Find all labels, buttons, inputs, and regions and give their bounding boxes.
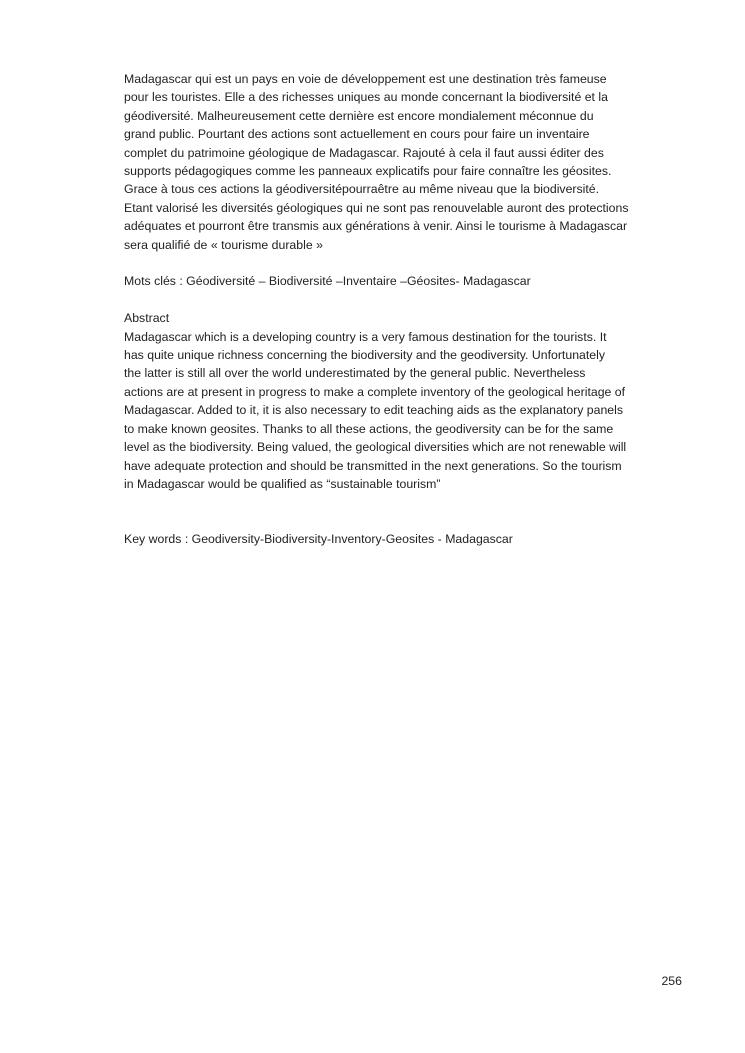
text-line: the latter is still all over the world underestimated by the general public. Nevertheless <box>124 366 586 381</box>
french-abstract <box>124 70 684 254</box>
key-words: Key words : Geodiversity-Biodiversity-Inventory-Geosites - Madagascar <box>124 532 513 547</box>
text-line: actions are at present in progress to make a complete inventory of the geological heritage of <box>124 384 626 399</box>
english-abstract <box>124 309 684 493</box>
text-line: complet du patrimoine géologique de Madagascar. Rajouté à cela il faut aussi éditer des <box>124 145 604 160</box>
text-line: Madagascar. Added to it, it is also necessary to edit teaching aids as the explanatory panels <box>124 403 624 418</box>
text-line: géodiversité. Malheureusement cette dernière est encore mondialement méconnue du <box>124 108 594 123</box>
page-number: 256 <box>661 974 682 988</box>
text-line: to make known geosites. Thanks to all these actions, the geodiversity can be for the same <box>124 421 614 436</box>
text-line: pour les touristes. Elle a des richesses uniques au monde concernant la biodiversité et la <box>124 90 608 105</box>
text-line: Etant valorisé les diversités géologiques qui ne sont pas renouvelable auront des protections <box>124 200 629 215</box>
paragraph-spacer <box>124 254 684 272</box>
text-line: sera qualifié de « tourisme durable » <box>124 237 323 252</box>
text-line: Grace à tous ces actions la géodiversitépourraêtre au même niveau que la biodiversité. <box>124 182 600 197</box>
text-line: adéquates et pourront être transmis aux générations à venir. Ainsi le tourisme à Madagascar <box>124 219 628 234</box>
page-body <box>124 70 684 549</box>
text-line: in Madagascar would be qualified as “sustainable tourism” <box>124 476 441 491</box>
text-line: have adequate protection and should be transmitted in the next generations. So the tourism <box>124 458 622 473</box>
paragraph-spacer <box>124 493 684 530</box>
mots-cles: Mots clés : Géodiversité – Biodiversité –Inventaire –Géosites- Madagascar <box>124 274 531 289</box>
text-line: Madagascar qui est un pays en voie de développement est une destination très fameuse <box>124 72 607 86</box>
text-line: Madagascar which is a developing country is a very famous destination for the tourists. It <box>124 329 607 344</box>
text-line: supports pédagogiques comme les panneaux explicatifs pour faire connaître les géosites. <box>124 164 612 179</box>
text-line: has quite unique richness concerning the biodiversity and the geodiversity. Unfortunately <box>124 348 606 363</box>
text-line: grand public. Pourtant des actions sont actuellement en cours pour faire un inventaire <box>124 127 590 142</box>
paragraph-spacer <box>124 291 684 309</box>
abstract-heading: Abstract <box>124 311 170 326</box>
text-line: level as the biodiversity. Being valued, the geological diversities which are not renewable will <box>124 440 627 455</box>
